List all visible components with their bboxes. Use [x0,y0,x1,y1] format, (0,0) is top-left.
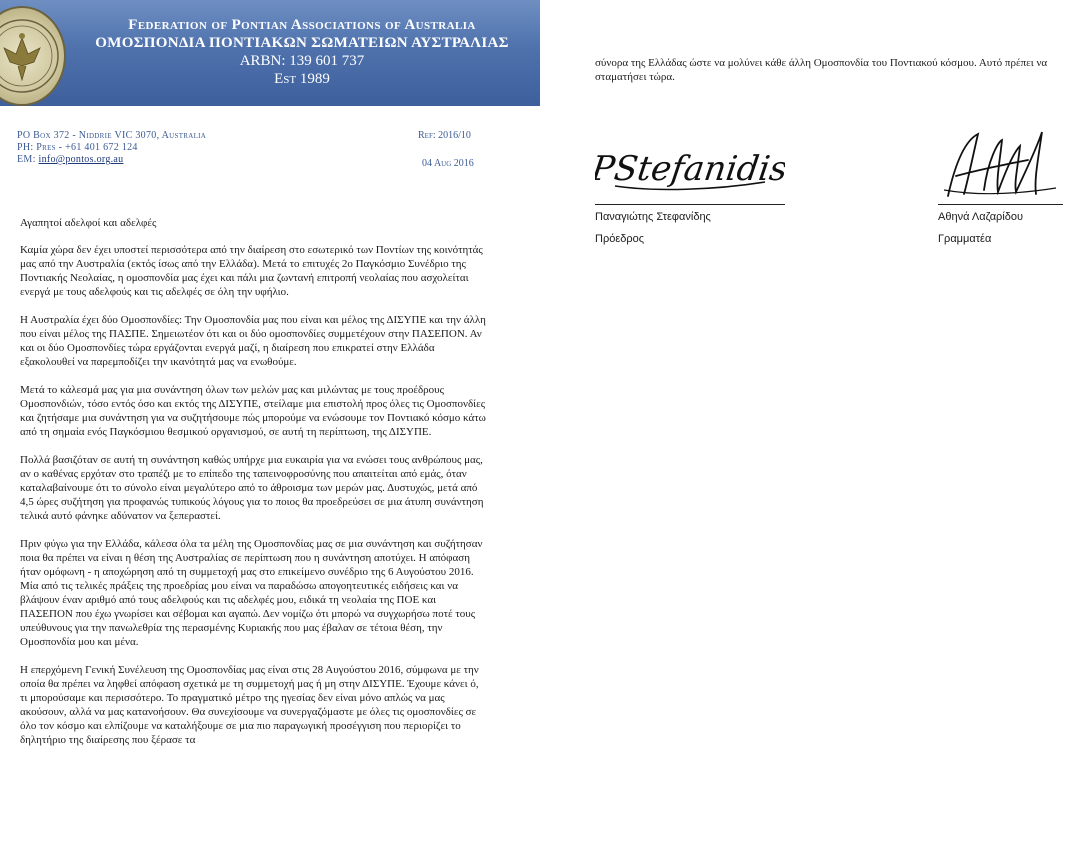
paragraph: Η επερχόμενη Γενική Συνέλευση της Ομοσπονδίας μας είναι στις 28 Αυγούστου 2016, σύμφωνα με την οποία θα πρέπει να ληφθεί απόφαση σχετικά με τη συμμετοχή μας ή μη στην ΔΙΣΥΠΕ. Έχουμε κάνει ό, τι μπορούσαμε και περισσότερο. Το πραγματικό μέτρο της ηγεσίας δεν είναι μόνο απλώς να μας ακούσουν, αλλά να μας κατανοήσουν. Θα συνεχίσουμε να συνεργαζόμαστε με όλες τις ομοσπονδίες σε όλο τον κόσμο και ελπίζουμε να καταλήξουμε σε μια πιο παραγωγική προσέγγιση που περιορίζει το δηλητήριο της διαίρεσης που ξέρασε τα [20,664,479,746]
established-year: Est 1989 [274,71,330,87]
eagle-seal-icon [0,6,66,106]
signature-block-president [595,130,785,246]
signature-line [938,204,1063,205]
reference-number: Ref: 2016/10 [418,130,471,141]
paragraph: Μετά το κάλεσμά μας για μια συνάντηση όλων των μελών μας και μιλώντας με τους προέδρους Ομοσπονδιών, τόσο εντός όσο και εκτός της ΔΙΣΥΠΕ, στείλαμε μια επιστολή προς όλες τις Ομοσπονδίες και ζητήσαμε μια συνάντηση για να συζητήσουμε πώς μπορούμε να ενώσουμε τον Ποντιακό κόσμο κάτω από τη σημαία ενός Παγκόσμιου θεσμικού οργανισμού, σε αυτή τη περίπτωση, της ΔΙΣΥΠΕ. [20,384,486,438]
signature-block-secretary [938,130,1063,246]
org-name-english: Federation of Pontian Associations of Australia [128,17,476,33]
paragraph: Πολλά βασιζόταν σε αυτή τη συνάντηση καθώς υπήρχε μια ευκαιρία για να ενώσει τους ανθρώπους μας, αν ο καθένας ερχόταν στο τραπέζι με το επίπεδο της ταπεινοφροσύνης που απαιτείται από εμάς, όταν καταλαβαίνουμε ότι το σύνολο είναι μεγαλύτερο από το άθροισμα των μερών μας. Δυστυχώς, μετά από 4,5 ώρες συζήτηση για προφανώς τυπικούς λόγους για το ποιος θα προεδρεύσει σε μια άτυπη συνάντηση τελικά αυτό φάνηκε αδύνατον να ξεπεραστεί. [20,454,484,522]
letter-body [20,216,486,761]
letter-page-2 [545,0,1090,852]
phone: PH: Pres - +61 401 672 124 [17,142,138,153]
email-label: EM: [17,154,36,165]
signature-line [595,204,785,205]
letterhead-banner [0,0,540,106]
signatory-name: Αθηνά Λαζαρίδου [938,211,1024,223]
paragraph: Καμία χώρα δεν έχει υποστεί περισσότερα από την διαίρεση στο εσωτερικό των Ποντίων της κοινότητάς μας από την Αυστραλία (εκτός ίσως από την Ελλάδα). Μετά το επιτυχές 2ο Παγκόσμιο Συνέδριο της Ποντιακής Νεολαίας, η ομοσπονδία μας έχει και πάλι μια ζωντανή επιτροπή νεολαίας που ασχολείται ενεργά με τους αδελφούς και τις αδελφές σε όλη την υφήλιο. [20,244,483,298]
letter-date: 04 Aug 2016 [422,158,474,169]
signature-text: PStefanidis [595,149,785,189]
signatory-title: Πρόεδρος [595,233,645,245]
email-line [17,154,206,166]
arbn-number: ARBN: 139 601 737 [239,53,365,69]
signatory-title: Γραμματέα [938,233,992,245]
signatory-name: Παναγιώτης Στεφανίδης [595,211,711,223]
contact-block [17,130,206,166]
signature-president [595,130,785,202]
signature-secretary [938,130,1063,202]
paragraph: Η Αυστραλία έχει δύο Ομοσπονδίες: Την Ομοσπονδία μας που είναι και μέλος της ΔΙΣΥΠΕ και την άλλη που είναι μέλος της ΠΑΣΠΕ. Σημειωτέον ότι και οι δύο ομοσπονδίες συμμετέχουν στην ΠΑΣΕΠΟΝ. Αν και οι δύο Ομοσπονδίες τώρα εργάζονται ενεργά μαζί, η διαίρεση που επικρατεί στην Ελλάδα εξακολουθεί να παρεμποδίζει την ικανότητά μας να ενωθούμε. [20,314,486,368]
email-link[interactable]: info@pontos.org.au [38,154,124,165]
continuation-paragraph: σύνορα της Ελλάδας ώστε να μολύνει κάθε άλλη Ομοσπονδία του Ποντιακού κόσμου. Αυτό πρέπει να σταματήσει τώρα. [595,57,1048,83]
po-box: PO Box 372 - Niddrie VIC 3070, Australia [17,130,207,141]
org-name-greek: ΟΜΟΣΠΟΝΔΙΑ ΠΟΝΤΙΑΚΩΝ ΣΩΜΑΤΕΙΩΝ ΑΥΣΤΡΑΛΙΑΣ [95,35,509,51]
salutation: Αγαπητοί αδελφοί και αδελφές [20,217,157,229]
paragraph: Πριν φύγω για την Ελλάδα, κάλεσα όλα τα μέλη της Ομοσπονδίας μας σε μια συνάντηση και συζήτησαν ποια θα πρέπει να είναι η θέση της Αυστραλίας σε περίπτωση που η συνάντηση αποτύχει. Η απόφαση ήταν ομόφωνη - η αποχώρηση από τη συμμετοχή μας στο επικείμενο συνέδριο της 6 Αυγούστου 2016. Μία από τις τελικές πράξεις της προεδρίας μου είναι να παραδώσω απογοητευτικές ειδήσεις και να βλάψουν έναν αριθμό από τους αδελφούς και τις αδελφές μου, ειδικά τη νεολαία της ΠΟΕ και ΠΑΣΕΠΟΝ που έχω γνωρίσει και σέβομαι και αγαπώ. Δεν νομίζω ότι μπορώ να συγχωρήσω ποτέ τους υπεύθυνους για την πανωλεθρία της περασμένης Κυριακής που μας έβαλαν σε τέτοια θέση, την Ομοσπονδία μου και μένα. [20,538,483,648]
